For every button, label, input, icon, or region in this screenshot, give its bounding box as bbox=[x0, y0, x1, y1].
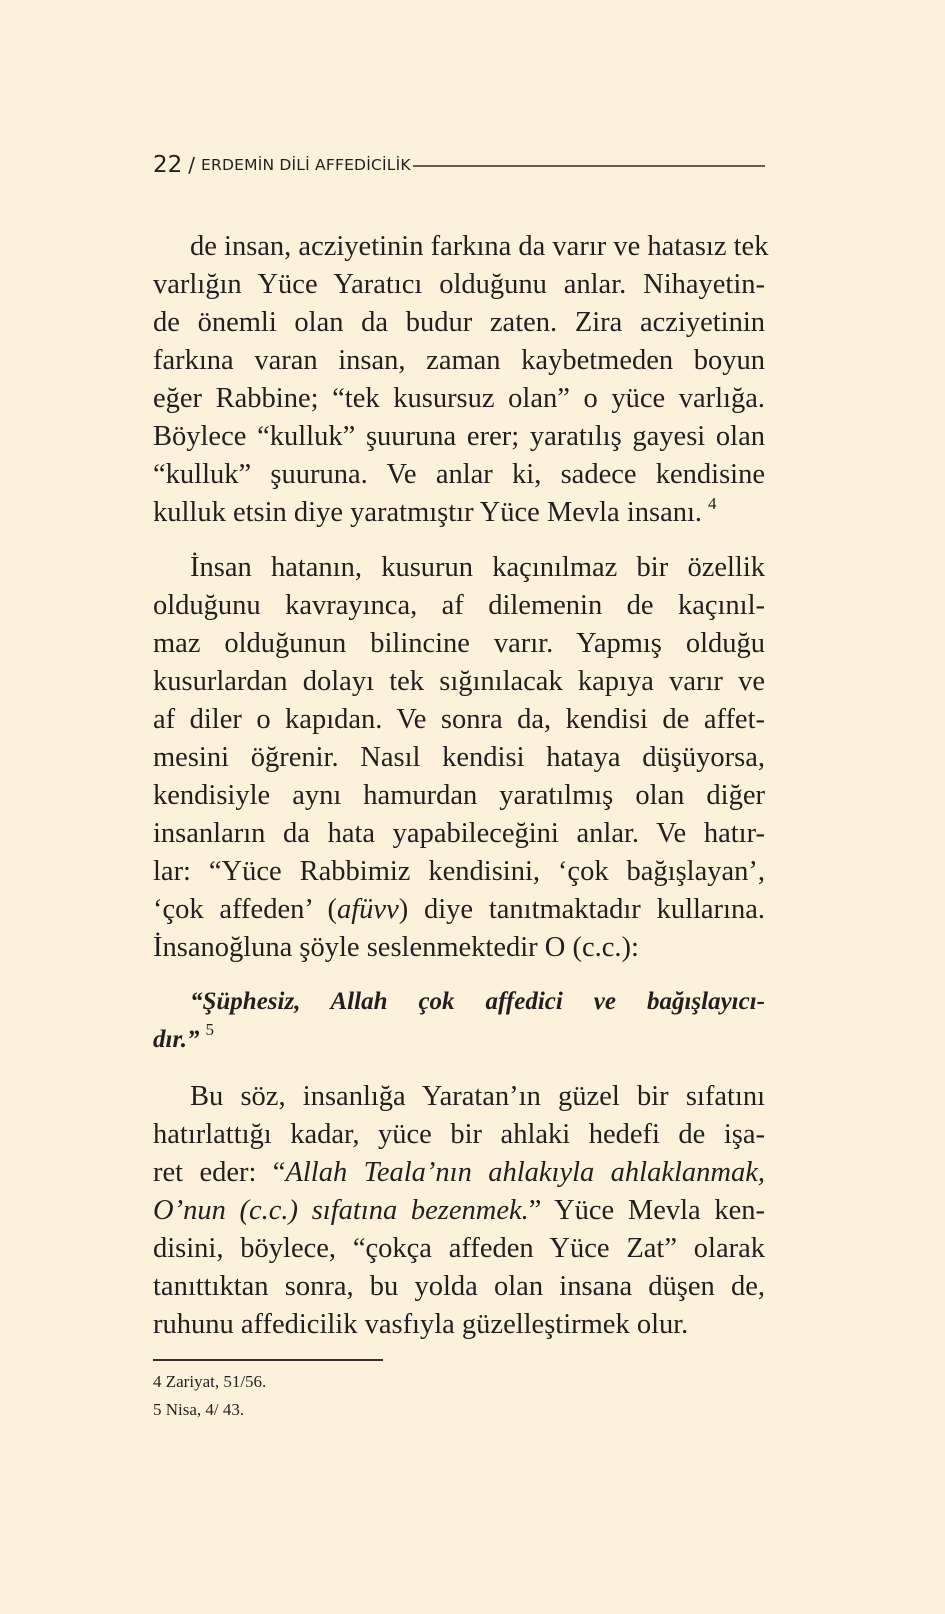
text-line bbox=[153, 1230, 765, 1268]
text-line bbox=[153, 929, 765, 967]
text-run: de önemli olan da budur zaten. Zira acziyetinin bbox=[153, 307, 765, 338]
text-line bbox=[153, 891, 765, 929]
text-line bbox=[153, 815, 765, 853]
text-run: Bu söz, insanlığa Yaratan’ın güzel bir sıfatını bbox=[190, 1081, 765, 1112]
quote-line bbox=[190, 983, 765, 1021]
running-header bbox=[153, 150, 765, 180]
text-line bbox=[153, 587, 765, 625]
text-run: İnsanoğluna şöyle seslenmektedir O (c.c.): bbox=[153, 932, 639, 963]
text-line bbox=[153, 266, 765, 304]
text-run: ruhunu affedicilik vasfıyla güzelleştirmek olur. bbox=[153, 1309, 689, 1340]
text-run: kusurlardan dolayı tek sığınılacak kapıya varır ve bbox=[153, 666, 765, 697]
footnote-5: 5 Nisa, 4/ 43. bbox=[153, 1400, 245, 1419]
text-run: İnsan hatanın, kusurun kaçınılmaz bir özellik bbox=[190, 552, 765, 583]
text-line bbox=[153, 853, 765, 891]
text-line bbox=[153, 663, 765, 701]
text-line bbox=[153, 1154, 765, 1192]
running-title: ERDEMİN DİLİ AFFEDİCİLİK bbox=[201, 156, 411, 174]
text-run: de insan, acziyetinin farkına da varır ve hatasız tek bbox=[190, 231, 769, 262]
text-run: hatırlattığı kadar, yüce bir ahlaki hedefi de işa- bbox=[153, 1119, 765, 1150]
text-line bbox=[190, 228, 769, 266]
text-run: lar: “Yüce Rabbimiz kendisini, ‘çok bağışlayan’, bbox=[153, 856, 765, 887]
text-run: dır.” bbox=[153, 1026, 200, 1053]
text-run: ‘çok affeden’ ( bbox=[153, 894, 337, 925]
text-run: mesini öğrenir. Nasıl kendisi hataya düşüyorsa, bbox=[153, 742, 765, 773]
text-run: olduğunu kavrayınca, af dilemenin de kaçınıl- bbox=[153, 590, 765, 621]
footnote-rule bbox=[153, 1359, 383, 1361]
text-run: tanıttıktan sonra, bu yolda olan insana düşen de, bbox=[153, 1271, 765, 1302]
header-separator: / bbox=[188, 153, 196, 177]
text-run: maz olduğunun bilincine varır. Yapmış olduğu bbox=[153, 628, 765, 659]
text-run: ” Yüce Mevla ken- bbox=[528, 1195, 765, 1226]
text-run: ret eder: “ bbox=[153, 1157, 286, 1188]
text-line bbox=[153, 304, 765, 342]
footnote-ref: 5 bbox=[205, 1020, 215, 1039]
text-run: Böylece “kulluk” şuuruna erer; yaratılış gayesi olan bbox=[153, 421, 765, 452]
text-line bbox=[153, 456, 765, 494]
text-run: ) diye tanıtmaktadır kullarına. bbox=[398, 894, 765, 925]
header-rule bbox=[413, 165, 765, 167]
text-run: kulluk etsin diye yaratmıştır Yüce Mevla insanı. bbox=[153, 497, 703, 528]
footnote-4: 4 Zariyat, 51/56. bbox=[153, 1372, 267, 1391]
text-run: disini, böylece, “çokça affeden Yüce Zat” olarak bbox=[153, 1233, 765, 1264]
text-line bbox=[153, 418, 765, 456]
text-run: “kulluk” şuuruna. Ve anlar ki, sadece kendisine bbox=[153, 459, 765, 490]
text-run: insanların da hata yapabileceğini anlar. Ve hatır- bbox=[153, 818, 765, 849]
text-line bbox=[153, 494, 765, 532]
text-line bbox=[153, 380, 765, 418]
italic-text: O’nun (c.c.) sıfatına bezenmek. bbox=[153, 1195, 529, 1226]
italic-text: Allah Teala’nın ahlakıyla ahlaklanmak, bbox=[285, 1157, 766, 1188]
text-line bbox=[153, 1306, 765, 1344]
text-run: kendisiyle aynı hamurdan yaratılmış olan diğer bbox=[153, 780, 765, 811]
text-line bbox=[153, 342, 765, 380]
text-line bbox=[153, 1192, 765, 1230]
italic-text: afüvv bbox=[337, 894, 399, 925]
text-line bbox=[153, 739, 765, 777]
text-line bbox=[153, 625, 765, 663]
text-line bbox=[190, 1078, 765, 1116]
text-run: af diler o kapıdan. Ve sonra da, kendisi de affet- bbox=[153, 704, 765, 735]
quote-line bbox=[153, 1021, 765, 1059]
text-line bbox=[190, 549, 765, 587]
text-run: eğer Rabbine; “tek kusursuz olan” o yüce varlığa. bbox=[153, 383, 765, 414]
text-run: varlığın Yüce Yaratıcı olduğunu anlar. Nihayetin- bbox=[153, 269, 765, 300]
text-line bbox=[153, 1268, 765, 1306]
footnote-ref: 4 bbox=[708, 494, 717, 513]
text-line bbox=[153, 701, 765, 739]
text-line bbox=[153, 1116, 765, 1154]
text-run: farkına varan insan, zaman kaybetmeden boyun bbox=[153, 345, 765, 376]
page-number: 22 bbox=[153, 152, 183, 178]
text-line bbox=[153, 777, 765, 815]
text-run: “Şüphesiz, Allah çok affedici ve bağışlayıcı- bbox=[190, 988, 765, 1015]
